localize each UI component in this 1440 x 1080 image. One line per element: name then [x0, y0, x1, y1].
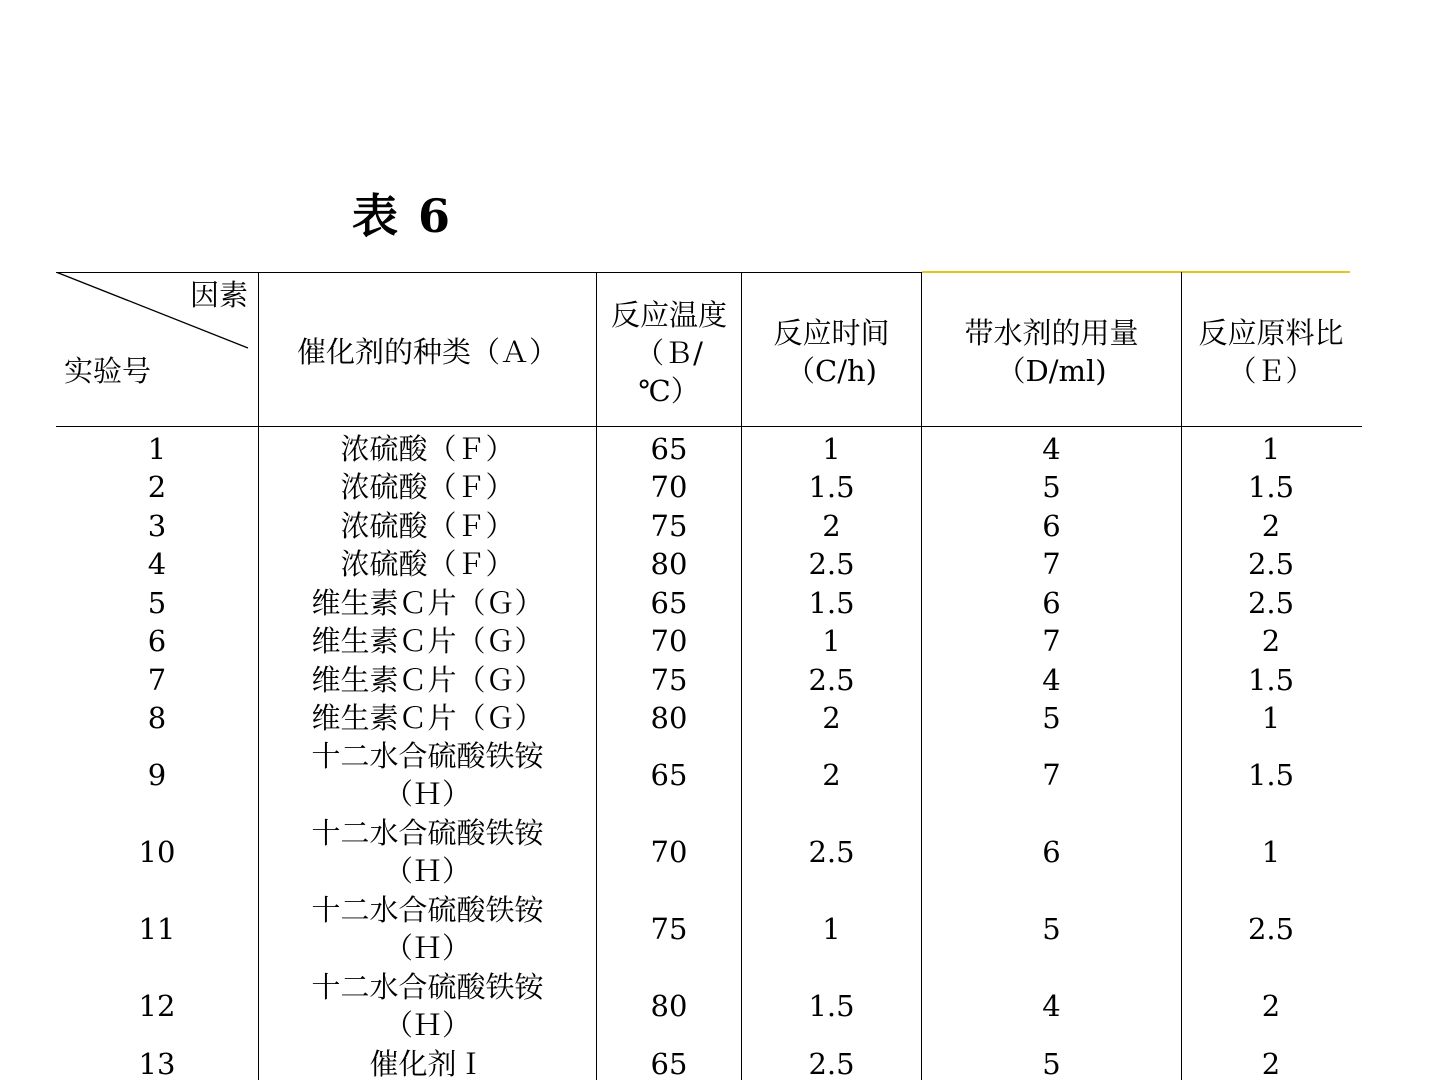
- temperature-value: 70: [650, 624, 688, 658]
- time-value: 1.5: [808, 989, 855, 1023]
- ratio-value: 2: [1261, 509, 1281, 543]
- experiment-number: 7: [147, 663, 167, 697]
- experiment-number: 12: [138, 989, 176, 1023]
- experiment-number: 3: [147, 509, 167, 543]
- ratio-value: 2: [1261, 624, 1281, 658]
- header-reaction-time-line: （C/h): [786, 354, 877, 388]
- entrainer-value: 4: [1042, 663, 1061, 697]
- entrainer-value: 4: [1042, 432, 1061, 466]
- catalyst-name: 维生素Ｃ片（Ｇ）: [311, 586, 544, 620]
- ratio-value: 2.5: [1247, 586, 1295, 620]
- entrainer-value: 4: [1042, 989, 1061, 1023]
- time-value: 2: [822, 509, 841, 543]
- ratio-value: 2.5: [1247, 912, 1295, 946]
- catalyst-name: 维生素Ｃ片（Ｇ）: [311, 663, 544, 697]
- ratio-value: 1: [1261, 701, 1281, 735]
- time-value: 1: [822, 624, 841, 658]
- ratio-value: 1: [1261, 835, 1281, 869]
- temperature-value: 65: [650, 432, 688, 466]
- catalyst-name: 维生素Ｃ片（Ｇ）: [311, 624, 544, 658]
- temperature-value: 75: [650, 509, 688, 543]
- ratio-value: 1: [1261, 432, 1281, 466]
- header-reaction-time: [742, 314, 921, 390]
- ratio-value: 1.5: [1247, 470, 1295, 504]
- temperature-value: 80: [650, 701, 688, 735]
- table-title: 表 6: [352, 189, 453, 243]
- temperature-value: 75: [650, 663, 688, 697]
- ratio-value: 2: [1261, 989, 1281, 1023]
- time-value: 1.5: [808, 586, 855, 620]
- entrainer-value: 6: [1042, 586, 1061, 620]
- experiment-number: 5: [147, 586, 167, 620]
- header-entrainer-amount: [922, 314, 1181, 390]
- time-value: 2.5: [808, 835, 855, 869]
- catalyst-name: 浓硫酸（Ｆ）: [340, 547, 515, 581]
- catalyst-code: （Ｈ）: [383, 1008, 471, 1042]
- time-value: 2.5: [808, 663, 855, 697]
- header-feed-ratio-line: 反应原料比: [1198, 316, 1344, 350]
- experiment-number: 11: [138, 912, 176, 946]
- time-value: 1.5: [808, 470, 855, 504]
- ratio-value: 1.5: [1247, 663, 1295, 697]
- accent-line: [922, 271, 1350, 273]
- time-value: 2: [822, 701, 841, 735]
- header-temperature: [597, 296, 741, 410]
- corner-factor-label: 因素: [190, 278, 249, 312]
- experiment-number: 9: [147, 758, 167, 792]
- experiment-number: 10: [138, 835, 176, 869]
- temperature-value: 75: [650, 912, 688, 946]
- entrainer-value: 5: [1042, 470, 1061, 504]
- temperature-value: 70: [650, 835, 688, 869]
- header-entrainer-amount-line: 带水剂的用量: [964, 316, 1139, 350]
- experiment-number: 13: [138, 1047, 176, 1080]
- temperature-value: 65: [650, 1047, 688, 1080]
- catalyst-name: 浓硫酸（Ｆ）: [340, 509, 515, 543]
- catalyst-name: 十二水合硫酸铁铵: [311, 893, 544, 927]
- catalyst-code: （Ｈ）: [383, 854, 471, 888]
- header-entrainer-amount-line: （D/ml): [996, 354, 1107, 388]
- catalyst-name: 十二水合硫酸铁铵: [311, 970, 544, 1004]
- time-value: 2: [822, 758, 841, 792]
- experiment-number: 4: [147, 547, 167, 581]
- header-separator-rule: [56, 426, 1362, 427]
- header-temperature-line: （Ｂ/: [635, 336, 703, 370]
- entrainer-value: 7: [1042, 624, 1061, 658]
- entrainer-value: 5: [1042, 701, 1061, 735]
- ratio-value: 2: [1261, 1047, 1281, 1080]
- entrainer-value: 7: [1042, 758, 1061, 792]
- catalyst-name: 十二水合硫酸铁铵: [311, 739, 544, 773]
- temperature-value: 70: [650, 470, 688, 504]
- experiment-number: 8: [147, 701, 167, 735]
- temperature-value: 65: [650, 758, 688, 792]
- time-value: 2.5: [808, 547, 855, 581]
- experiment-number: 2: [147, 470, 167, 504]
- ratio-value: 1.5: [1247, 758, 1295, 792]
- entrainer-value: 5: [1042, 1047, 1061, 1080]
- header-reaction-time-line: 反应时间: [773, 316, 890, 350]
- header-temperature-line: ℃）: [638, 374, 700, 408]
- catalyst-code: （Ｈ）: [383, 777, 471, 811]
- catalyst-name: 维生素Ｃ片（Ｇ）: [311, 701, 544, 735]
- catalyst-code: （Ｈ）: [383, 931, 471, 965]
- time-value: 1: [822, 432, 841, 466]
- header-feed-ratio-line: （Ｅ）: [1227, 354, 1315, 388]
- catalyst-name: 浓硫酸（Ｆ）: [340, 470, 515, 504]
- entrainer-value: 5: [1042, 912, 1061, 946]
- entrainer-value: 6: [1042, 509, 1061, 543]
- entrainer-value: 6: [1042, 835, 1061, 869]
- experiment-number: 6: [147, 624, 167, 658]
- temperature-value: 65: [650, 586, 688, 620]
- catalyst-name: 浓硫酸（Ｆ）: [340, 432, 515, 466]
- temperature-value: 80: [650, 989, 688, 1023]
- experiment-number: 1: [147, 432, 167, 466]
- ratio-value: 2.5: [1247, 547, 1295, 581]
- header-catalyst-type: 催化剂的种类（Ａ）: [296, 335, 558, 369]
- temperature-value: 80: [650, 547, 688, 581]
- time-value: 2.5: [808, 1047, 855, 1080]
- time-value: 1: [822, 912, 841, 946]
- header-temperature-line: 反应温度: [610, 298, 727, 332]
- catalyst-name: 十二水合硫酸铁铵: [311, 816, 544, 850]
- corner-experiment-label: 实验号: [64, 354, 152, 388]
- catalyst-name: 催化剂Ｉ: [369, 1047, 486, 1080]
- header-feed-ratio: [1182, 314, 1360, 390]
- entrainer-value: 7: [1042, 547, 1061, 581]
